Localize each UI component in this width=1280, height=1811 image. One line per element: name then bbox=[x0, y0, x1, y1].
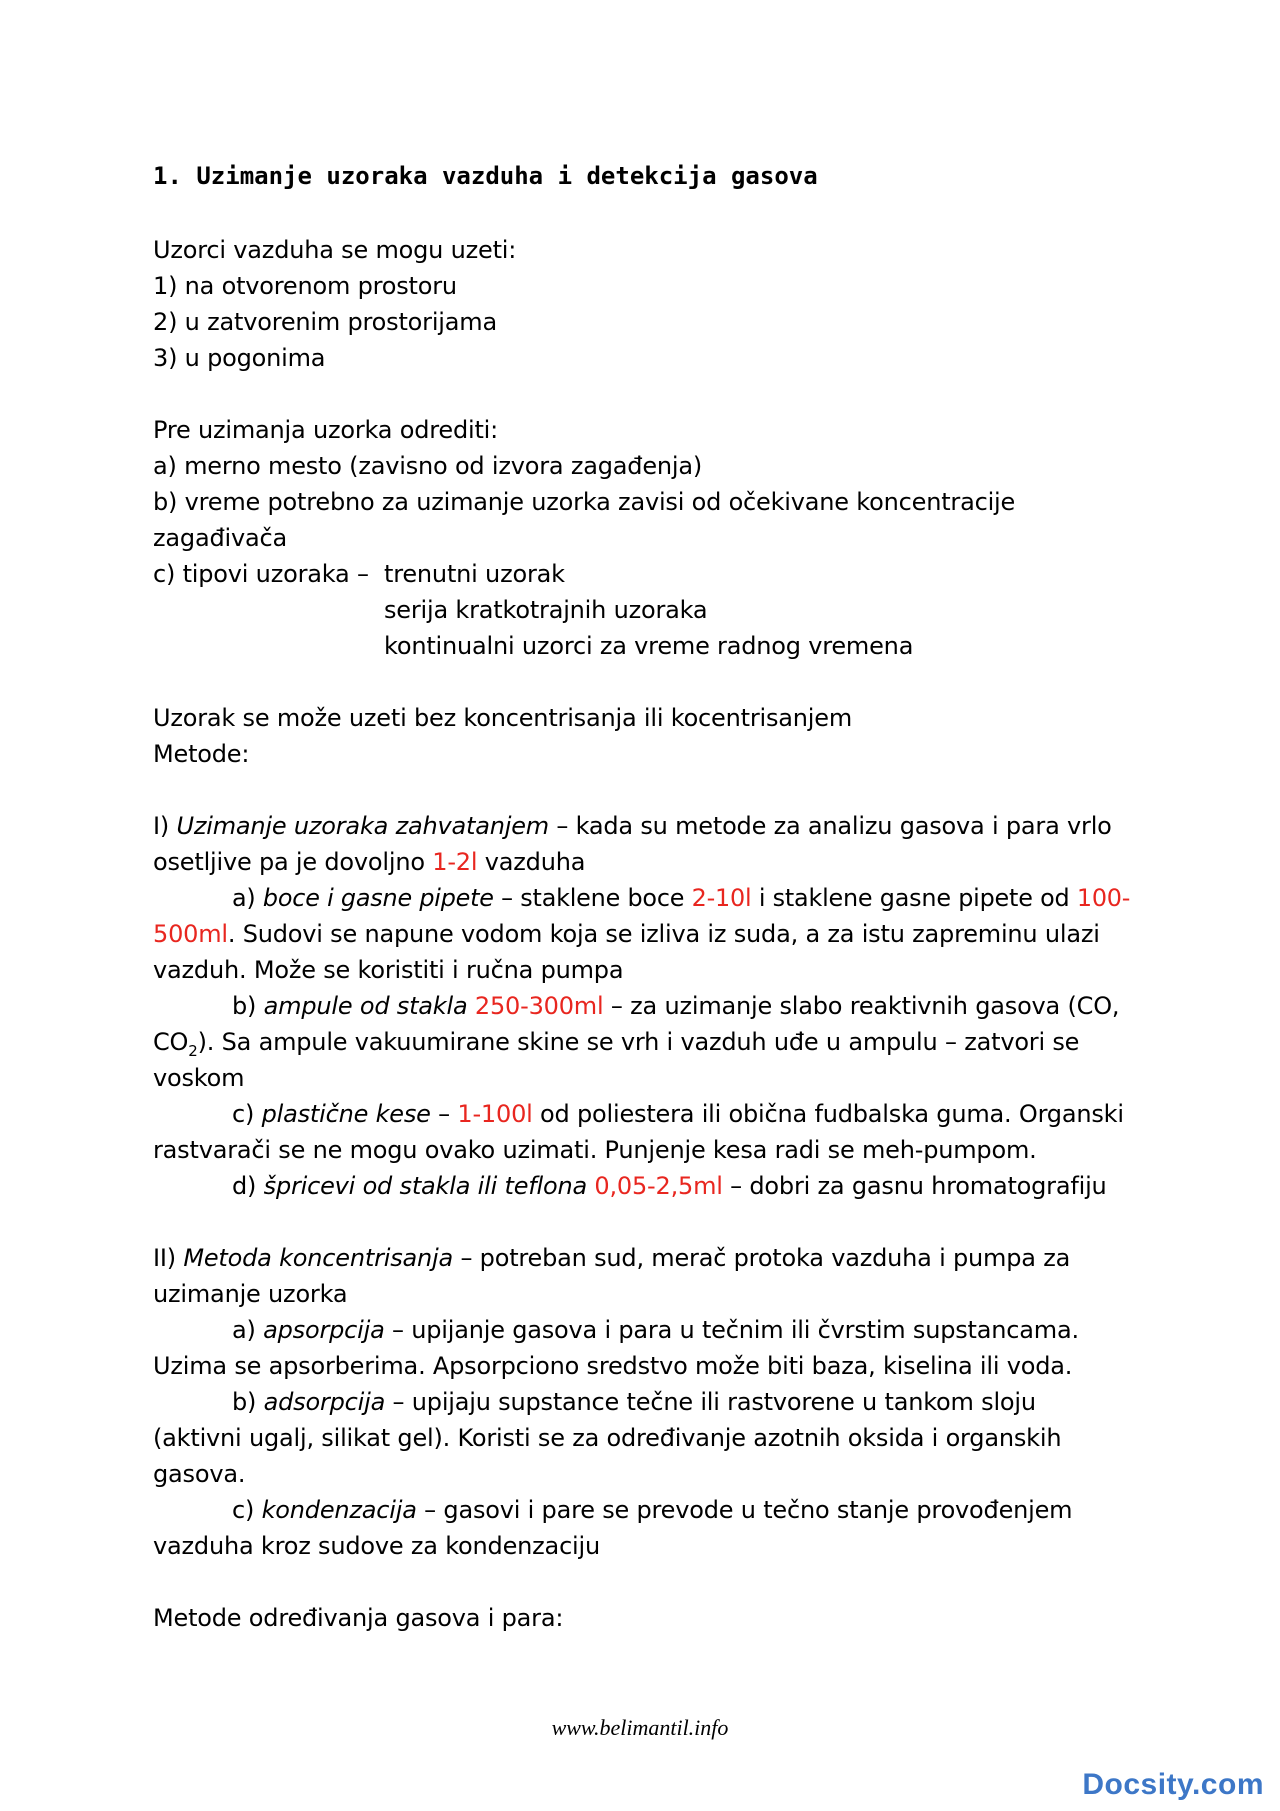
volume-highlight: 1-2l bbox=[432, 848, 478, 876]
method-1-title: Uzimanje uzoraka zahvatanjem bbox=[176, 812, 549, 840]
method-2c-line-1: c) kondenzacija – gasovi i pare se prevode u tečno stanje provođenjem bbox=[232, 1496, 1073, 1524]
method-1a-line-1: a) boce i gasne pipete – staklene boce 2-10l i staklene gasne pipete od 100- bbox=[232, 884, 1131, 912]
pre-item-b-cont: zagađivača bbox=[153, 524, 287, 552]
sample-type-2: serija kratkotrajnih uzoraka bbox=[384, 596, 708, 624]
footer-url[interactable]: www.belimantil.info bbox=[551, 1715, 729, 1740]
method-2a-line-2: Uzima se apsorberima. Apsorpciono sredstvo može biti baza, kiselina ili voda. bbox=[153, 1352, 1073, 1380]
volume-highlight: 1-100l bbox=[457, 1100, 533, 1128]
volume-highlight: 500ml bbox=[153, 920, 228, 948]
pre-item-a: a) merno mesto (zavisno od izvora zagađenja) bbox=[153, 452, 703, 480]
pre-item-b: b) vreme potrebno za uzimanje uzorka zavisi od očekivane koncentracije bbox=[153, 488, 1016, 516]
location-item-2: 2) u zatvorenim prostorijama bbox=[153, 308, 497, 336]
method-1d-line-1: d) špricevi od stakla ili teflona 0,05-2,5ml – dobri za gasnu hromatografiju bbox=[232, 1172, 1107, 1200]
docsity-watermark: Docsity.com bbox=[1082, 1768, 1264, 1801]
volume-highlight: 250-300ml bbox=[467, 992, 604, 1020]
method-1c-line-1: c) plastične kese – 1-100l od poliestera ili obična fudbalska guma. Organski bbox=[232, 1100, 1124, 1128]
method-2b-line-3: gasova. bbox=[153, 1460, 246, 1488]
method-1b-line-3: voskom bbox=[153, 1064, 245, 1092]
sample-type-1: trenutni uzorak bbox=[384, 560, 565, 588]
method-1-heading: I) Uzimanje uzoraka zahvatanjem – kada su metode za analizu gasova i para vrlo bbox=[153, 812, 1112, 840]
method-2c-line-2: vazduha kroz sudove za kondenzaciju bbox=[153, 1532, 601, 1560]
method-1-text: osetljive pa je dovoljno 1-2l vazduha bbox=[153, 848, 586, 876]
concentration-text: Uzorak se može uzeti bez koncentrisanja ili kocentrisanjem bbox=[153, 704, 853, 732]
method-1c-line-2: rastvarači se ne mogu ovako uzimati. Punjenje kesa radi se meh-pumpom. bbox=[153, 1136, 1037, 1164]
intro-text: Uzorci vazduha se mogu uzeti: bbox=[153, 236, 517, 264]
location-item-3: 3) u pogonima bbox=[153, 344, 326, 372]
volume-highlight: 2-10l bbox=[691, 884, 752, 912]
method-2b-line-2: (aktivni ugalj, silikat gel). Koristi se za određivanje azotnih oksida i organskih bbox=[153, 1424, 1062, 1452]
method-1b-line-2: $CO_2$). Sa ampule vakuumirane skine se vrh i vazduh uđe u ampulu – zatvori se bbox=[153, 1028, 1080, 1060]
pre-title: Pre uzimanja uzorka odrediti: bbox=[153, 416, 499, 444]
method-2-heading: II) Metoda koncentrisanja – potreban sud, merač protoka vazduha i pumpa za bbox=[153, 1244, 1071, 1272]
methods-label: Metode: bbox=[153, 740, 250, 768]
method-1a-line-2: 500ml. Sudovi se napune vodom koja se izliva iz suda, a za istu zapreminu ulazi bbox=[153, 920, 1100, 948]
method-1a-line-3: vazduh. Može se koristiti i ručna pumpa bbox=[153, 956, 624, 984]
page-title: 1. Uzimanje uzoraka vazduha i detekcija gasova bbox=[153, 162, 818, 190]
method-1b-line-1: b) ampule od stakla 250-300ml – za uzimanje slabo reaktivnih gasova (CO, bbox=[232, 992, 1120, 1020]
final-heading: Metode određivanja gasova i para: bbox=[153, 1604, 564, 1632]
location-item-1: 1) na otvorenom prostoru bbox=[153, 272, 457, 300]
method-2b-line-1: b) adsorpcija – upijaju supstance tečne ili rastvorene u tankom sloju bbox=[232, 1388, 1036, 1416]
method-2-title: Metoda koncentrisanja bbox=[183, 1244, 454, 1272]
volume-highlight: 0,05-2,5ml bbox=[586, 1172, 723, 1200]
sample-type-3: kontinualni uzorci za vreme radnog vremena bbox=[384, 632, 914, 660]
pre-item-c-label: c) tipovi uzoraka – bbox=[153, 560, 369, 588]
method-2a-line-1: a) apsorpcija – upijanje gasova i para u tečnim ili čvrstim supstancama. bbox=[232, 1316, 1079, 1344]
method-2-text: uzimanje uzorka bbox=[153, 1280, 348, 1308]
